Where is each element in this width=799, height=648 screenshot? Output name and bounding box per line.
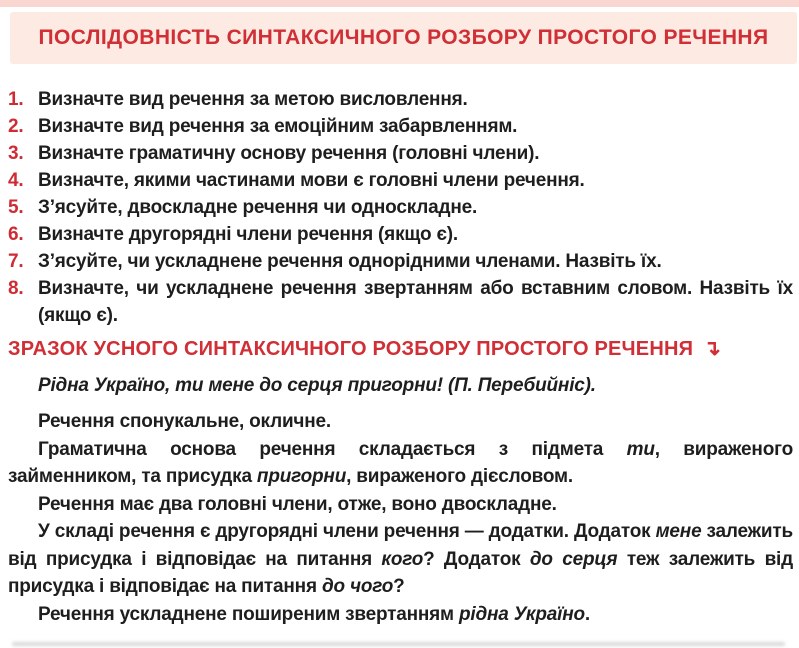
text-segment: Речення ускладнене поширеним звертанням bbox=[38, 603, 459, 625]
italic-term: кого bbox=[381, 548, 424, 570]
top-edge-strip bbox=[0, 0, 799, 7]
step-text: Визначте, якими частинами мови є головні члени речення. bbox=[38, 170, 585, 191]
step-text: З’ясуйте, двоскладне речення чи односкладне. bbox=[38, 197, 478, 218]
text-segment: Граматична основа речення складається з підмета bbox=[38, 438, 627, 460]
step-item bbox=[8, 248, 793, 275]
step-number: 5. bbox=[8, 197, 24, 218]
step-text: Визначте граматичну основу речення (головні члени). bbox=[38, 143, 540, 164]
step-number: 2. bbox=[8, 116, 24, 137]
text-segment: теж залежить від присудка і відповідає на питання bbox=[8, 548, 793, 597]
step-item bbox=[8, 167, 793, 194]
step-number: 1. bbox=[8, 89, 24, 110]
steps-list bbox=[8, 86, 793, 329]
example-sentence: Рідна Україно, ти мене до серця пригорни! (П. Перебийніс). bbox=[38, 375, 596, 396]
step-text: Визначте вид речення за емоційним забарвленням. bbox=[38, 116, 518, 137]
step-number: 6. bbox=[8, 224, 24, 245]
example-heading bbox=[8, 336, 793, 361]
text-segment: . bbox=[584, 603, 590, 625]
step-item bbox=[8, 86, 793, 113]
italic-term: рідна Україно bbox=[458, 603, 585, 625]
banner-title: ПОСЛІДОВНІСТЬ СИНТАКСИЧНОГО РОЗБОРУ ПРОСТОГО РЕЧЕННЯ bbox=[38, 26, 769, 49]
text-segment: , вираженого займенником, та присудка bbox=[8, 438, 793, 487]
step-item bbox=[8, 221, 793, 248]
step-number: 8. bbox=[8, 278, 24, 299]
text-segment: залежить від присудка і відповідає на питання bbox=[8, 521, 793, 570]
text-segment: Речення має два головні члени, отже, воно двоскладне. bbox=[38, 493, 557, 515]
analysis-paragraph bbox=[8, 491, 793, 519]
text-segment: , вираженого дієсловом. bbox=[346, 466, 573, 487]
step-text: Визначте другорядні члени речення (якщо є). bbox=[38, 224, 458, 245]
italic-term: мене bbox=[655, 521, 702, 542]
step-number: 4. bbox=[8, 170, 24, 191]
italic-term: до серця bbox=[529, 548, 618, 570]
analysis-paragraph bbox=[8, 518, 793, 601]
step-text: Визначте, чи ускладнене речення звертанням або вставним словом. Назвіть їх (якщо є). bbox=[38, 278, 793, 326]
example-heading-label: ЗРАЗОК УСНОГО СИНТАКСИЧНОГО РОЗБОРУ ПРОСТОГО РЕЧЕННЯ bbox=[8, 338, 694, 360]
step-number: 7. bbox=[8, 251, 24, 272]
text-segment: ? Додаток bbox=[423, 548, 530, 570]
italic-term: пригорни bbox=[256, 466, 347, 487]
text-segment: У складі речення є другорядні члени речення — додатки. Додаток bbox=[38, 521, 656, 542]
analysis-paragraph bbox=[8, 408, 793, 436]
corner-down-arrow-icon: ↴ bbox=[703, 337, 721, 360]
italic-term: ти bbox=[626, 438, 655, 460]
step-item bbox=[8, 194, 793, 221]
step-item bbox=[8, 275, 793, 329]
text-segment: Речення спонукальне, окличне. bbox=[38, 411, 331, 432]
step-text: Визначте вид речення за метою висловлення. bbox=[38, 89, 468, 110]
bottom-divider bbox=[12, 642, 785, 646]
step-text: З’ясуйте, чи ускладнене речення однорідними членами. Назвіть їх. bbox=[38, 251, 662, 272]
sequence-banner bbox=[10, 12, 797, 64]
analysis-paragraph bbox=[8, 601, 793, 629]
step-item bbox=[8, 140, 793, 167]
italic-term: до чого bbox=[321, 576, 394, 597]
step-item bbox=[8, 113, 793, 140]
analysis-paragraph bbox=[8, 436, 793, 491]
text-segment: ? bbox=[393, 576, 405, 597]
step-number: 3. bbox=[8, 143, 24, 164]
example-analysis bbox=[8, 372, 793, 628]
